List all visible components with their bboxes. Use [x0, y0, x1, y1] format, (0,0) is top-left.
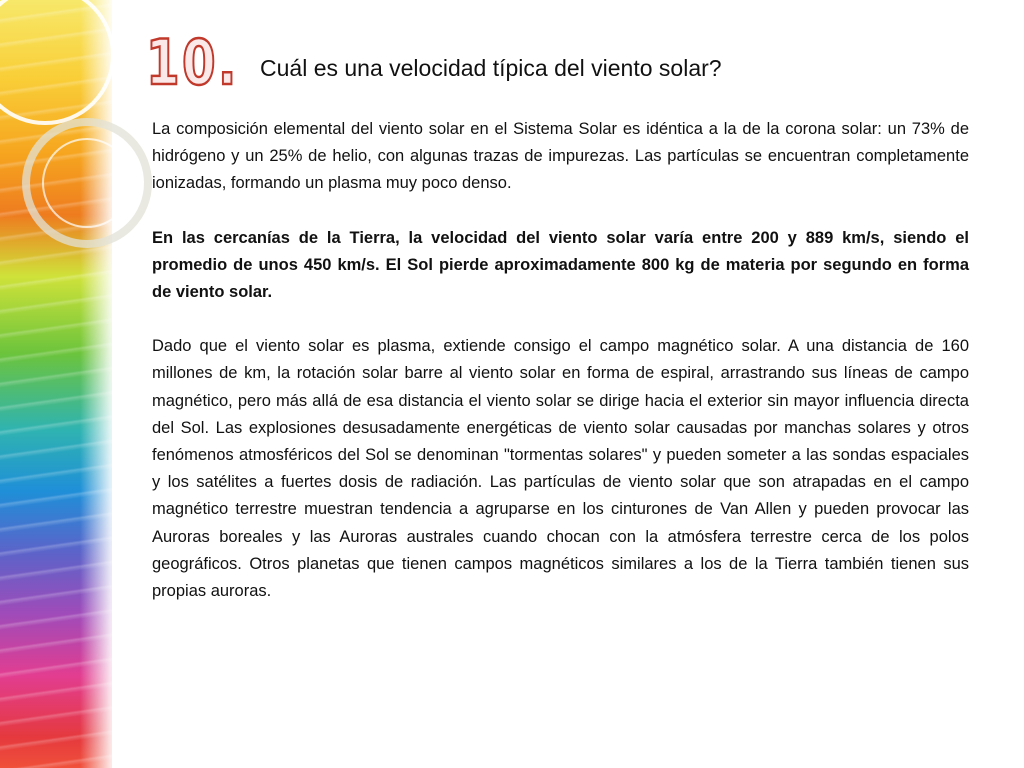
- slide-title: Cuál es una velocidad típica del viento solar?: [260, 55, 722, 81]
- slide-body: [152, 116, 969, 632]
- paragraph-velocity: En las cercanías de la Tierra, la velocidad del viento solar varía entre 200 y 889 km/s, siendo el promedio de unos 450 km/s. El Sol pierde aproximadamente 800 kg de materia por segundo en forma de viento solar.: [152, 228, 969, 302]
- paragraph-composition: La composición elemental del viento solar en el Sistema Solar es idéntica a la de la corona solar: un 73% de hidrógeno y un 25% de helio, con algunas trazas de impurezas. Las partículas se encuentran completamente ionizadas, formando un plasma muy poco denso.: [152, 120, 969, 193]
- rainbow-fade: [80, 0, 120, 768]
- decorative-ring-middle-inner: [42, 138, 132, 228]
- slide-number: 10.: [146, 26, 239, 99]
- paragraph-magnetic-field: Dado que el viento solar es plasma, extiende consigo el campo magnético solar. A una distancia de 160 millones de km, la rotación solar barre al viento solar en forma de espiral, arrastrando sus líneas de campo magnético, pero más allá de esa distancia el viento solar se dirige hacia el exterior sin mayor influencia directa del Sol. Las explosiones desusadamente energéticas de viento solar causadas por manchas solares y otros fenómenos atmosféricos del Sol se denominan "tormentas solares" y pueden someter a las sondas espaciales y los satélites a fuertes dosis de radiación. Las partículas de viento solar que son atrapadas en el campo magnético terrestre muestran tendencia a agruparse en los cinturones de Van Allen y pueden provocar las Auroras boreales y las Auroras australes cuando chocan con la atmósfera terrestre cerca de los polos geográficos. Otros planetas que tienen campos magnéticos similares a los de la Tierra también tienen sus propias auroras.: [152, 337, 969, 601]
